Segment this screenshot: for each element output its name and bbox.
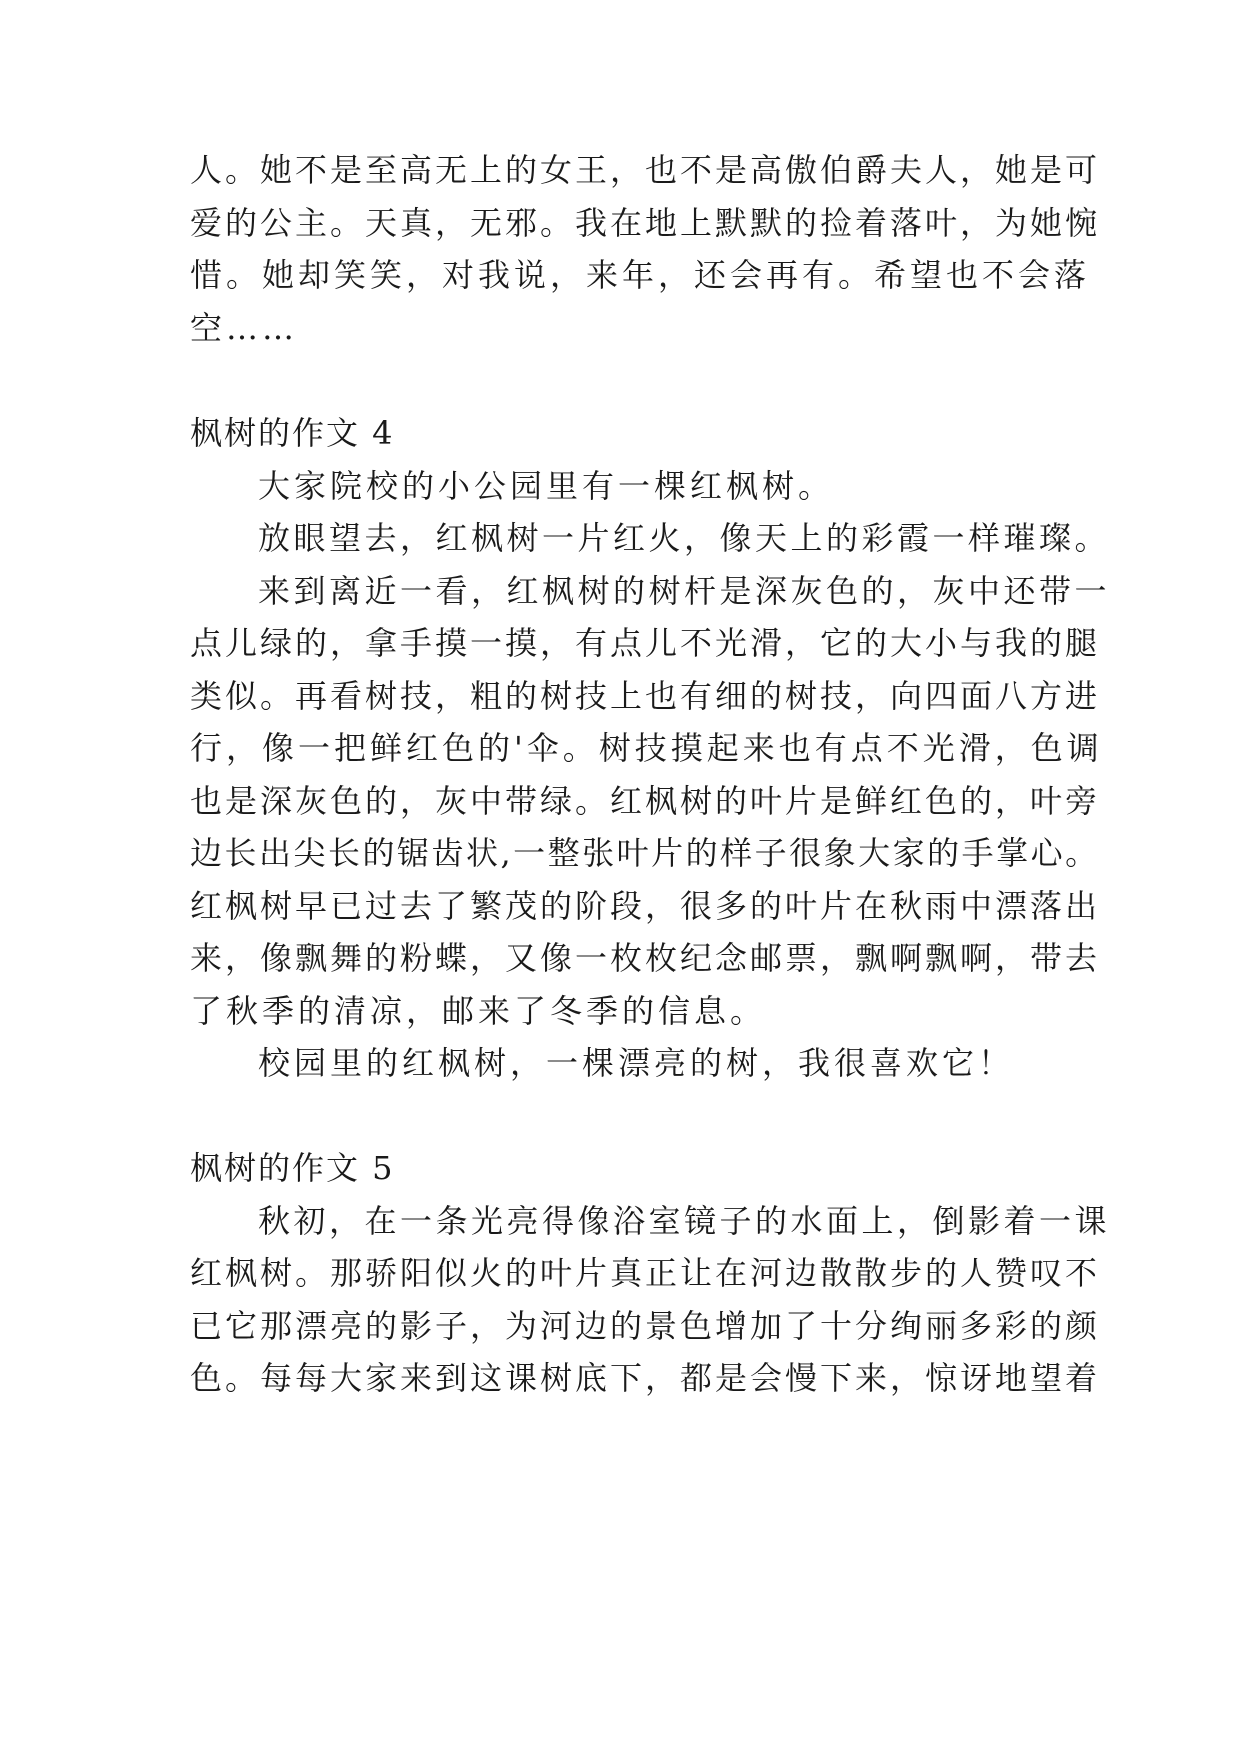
section-4-line-9: 红枫树早已过去了繁茂的阶段，很多的叶片在秋雨中漂落出 [190,887,1101,925]
intro-line-4: 空…… [190,309,299,347]
section-4-line-2: 放眼望去，红枫树一片红火，像天上的彩霞一样璀璨。 [258,519,1111,557]
intro-line-1: 人。她不是至高无上的女王，也不是高傲伯爵夫人，她是可 [190,151,1101,189]
intro-line-2: 爱的公主。天真，无邪。我在地上默默的捡着落叶，为她惋 [190,204,1101,242]
section-4-line-10: 来，像飘舞的粉蝶，又像一枚枚纪念邮票，飘啊飘啊，带去 [190,939,1101,977]
section-4-line-5: 类似。再看树技，粗的树技上也有细的树技，向四面八方进 [190,677,1101,715]
section-5-line-4: 色。每每大家来到这课树底下，都是会慢下来，惊讶地望着 [190,1359,1101,1397]
section-4-line-3: 来到离近一看，红枫树的树杆是深灰色的，灰中还带一 [258,572,1111,610]
section-4-line-12: 校园里的红枫树，一棵漂亮的树，我很喜欢它！ [258,1044,1015,1082]
section-4-line-1: 大家院校的小公园里有一棵红枫树。 [258,467,835,505]
section-5-line-1: 秋初，在一条光亮得像浴室镜子的水面上，倒影着一课 [258,1202,1111,1240]
section-4-line-4: 点儿绿的，拿手摸一摸，有点儿不光滑，它的大小与我的腿 [190,624,1101,662]
section-4-line-11: 了秋季的清凉，邮来了冬季的信息。 [190,992,767,1030]
section-4-heading: 枫树的作文 4 [190,414,395,452]
section-5-line-2: 红枫树。那骄阳似火的叶片真正让在河边散散步的人赞叹不 [190,1254,1101,1292]
intro-line-3: 惜。她却笑笑，对我说，来年，还会再有。希望也不会落 [190,256,1091,294]
section-5-line-3: 已它那漂亮的影子，为河边的景色增加了十分绚丽多彩的颜 [190,1307,1101,1345]
section-4-line-7: 也是深灰色的，灰中带绿。红枫树的叶片是鲜红色的，叶旁 [190,782,1101,820]
section-4-line-6: 行，像一把鲜红色的'伞。树技摸起来也有点不光滑，色调 [190,729,1103,767]
section-4-line-8: 边长出尖长的锯齿状,一整张叶片的样子很象大家的手掌心。 [190,834,1100,872]
section-5-heading: 枫树的作文 5 [190,1149,395,1187]
